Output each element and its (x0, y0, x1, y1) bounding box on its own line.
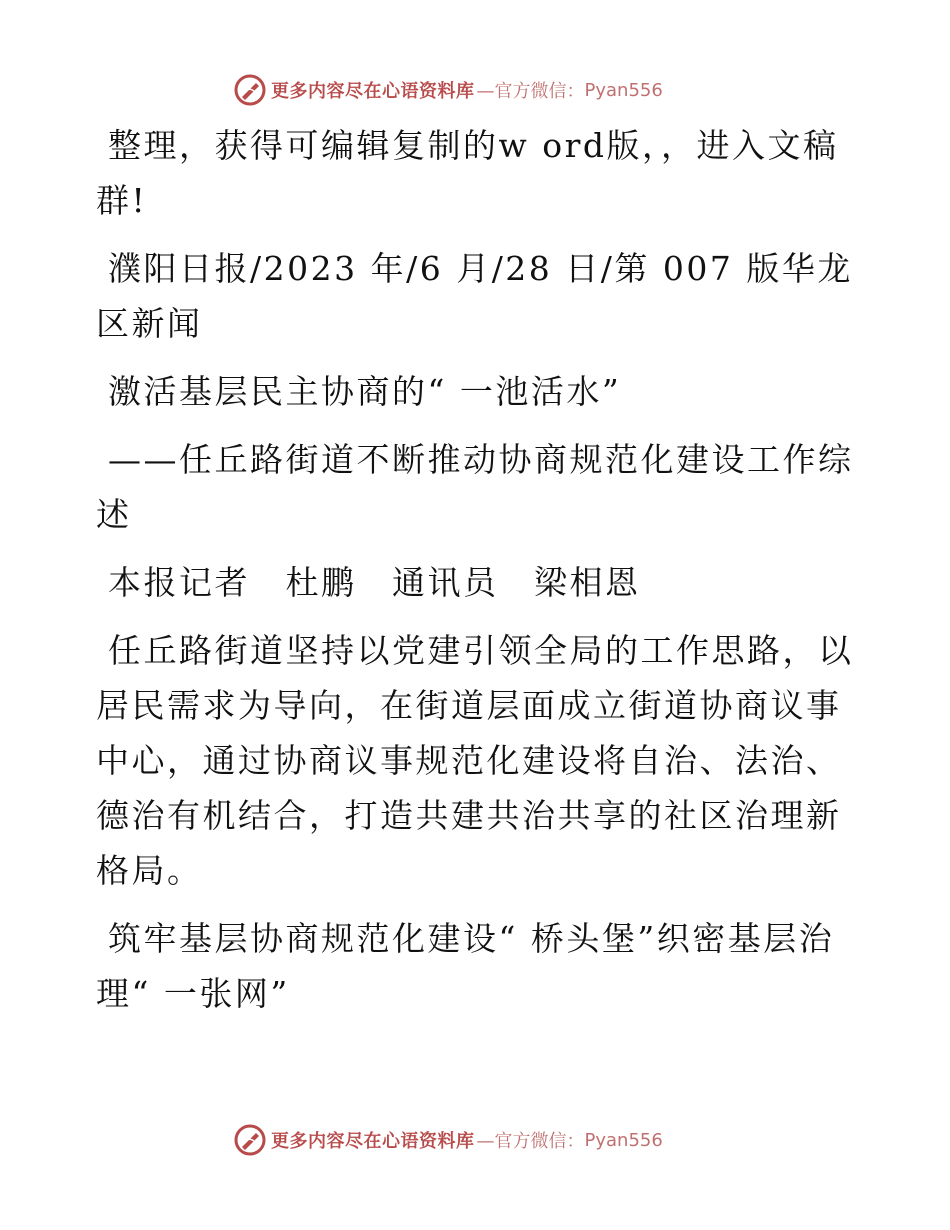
pen-seal-icon (233, 73, 267, 107)
lead-paragraph: 任丘路街道坚持以党建引领全局的工作思路，以居民需求为导向，在街道层面成立街道协商议事中心，通过协商议事规范化建设将自治、法治、德治有机结合，打造共建共治共享的社区治理新格局。 (96, 631, 854, 890)
article-title: 激活基层民主协商的“ 一池活水” (108, 372, 622, 411)
source-line: 濮阳日报/2023 年/6 月/28 日/第 007 版华龙区新闻 (96, 249, 853, 343)
footer-watermark (233, 1122, 663, 1158)
watermark-separator: —官方微信： (476, 1131, 585, 1152)
watermark-text: 更多内容尽在心语资料库 (271, 1131, 475, 1152)
article-subtitle: ——任丘路街道不断推动协商规范化建设工作综述 (96, 440, 854, 534)
section-heading: 筑牢基层协商规范化建设“ 桥头堡”织密基层治理“ 一张网” (96, 919, 835, 1013)
intro-note: 整理，获得可编辑复制的w ord版，，进入文稿群! (96, 126, 839, 220)
watermark-text: 更多内容尽在心语资料库 (271, 81, 475, 102)
watermark-wechat-id: Pyan556 (584, 1129, 663, 1151)
pen-seal-icon (233, 1123, 267, 1157)
header-watermark (233, 72, 663, 108)
byline: 本报记者 杜鹏 通讯员 梁相恩 (108, 563, 641, 602)
watermark-wechat-id: Pyan556 (584, 79, 663, 101)
watermark-separator: —官方微信： (476, 81, 585, 102)
document-body (96, 118, 856, 1034)
